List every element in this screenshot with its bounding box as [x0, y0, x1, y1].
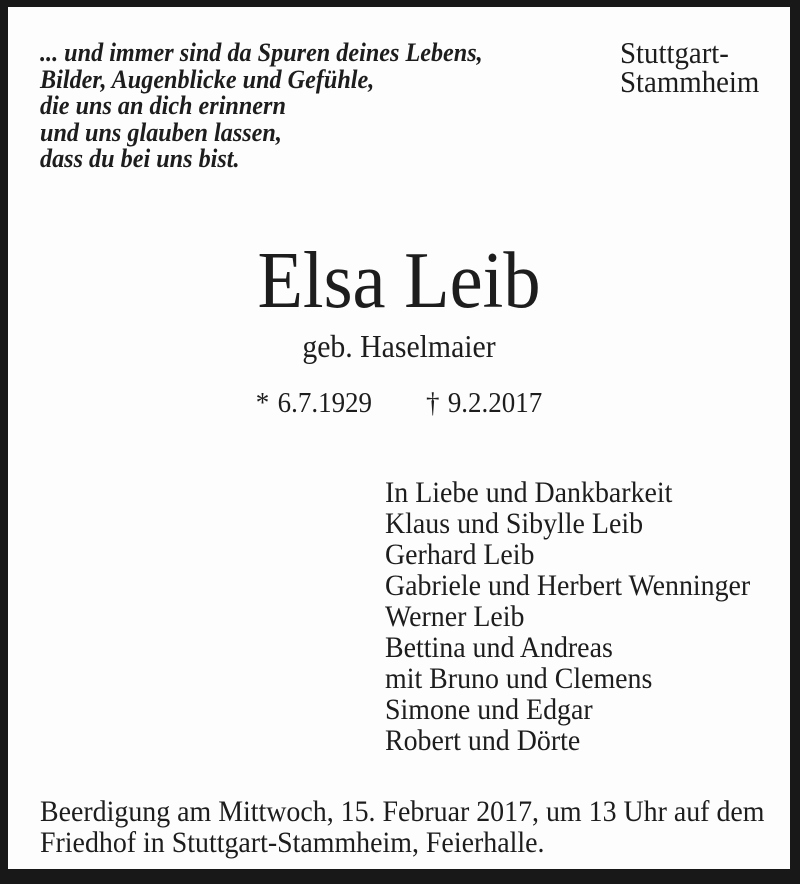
mourners-line: Gerhard Leib [385, 538, 535, 571]
birth-date-value: 6.7.1929 [277, 387, 373, 419]
death-date-value: 9.2.2017 [447, 387, 543, 419]
epigraph-line: die uns an dich erinnern [40, 91, 286, 120]
death-date [426, 389, 542, 418]
mourners-line: mit Bruno und Clemens [385, 662, 653, 695]
mourners-line: Bettina und Andreas [385, 631, 613, 664]
birth-date [256, 389, 372, 418]
born-star-icon: * [255, 387, 270, 419]
mourners-line: Robert und Dörte [385, 724, 581, 757]
maiden-name: geb. Haselmaier [302, 328, 496, 364]
mourners-line: Werner Leib [385, 600, 525, 633]
funeral-info [40, 796, 764, 858]
epigraph-line: dass du bei uns bist. [40, 144, 240, 173]
died-dagger-icon: † [425, 387, 440, 419]
region-line: Stuttgart- [620, 35, 729, 70]
epigraph-verse [40, 40, 483, 173]
mourners-list [385, 477, 750, 756]
mourners-line: In Liebe und Dankbarkeit [385, 476, 673, 509]
funeral-line: Friedhof in Stuttgart-Stammheim, Feierhalle. [40, 826, 545, 859]
epigraph-line: Bilder, Augenblicke und Gefühle, [40, 64, 375, 94]
epigraph-line: ... und immer sind da Spuren deines Lebens, [40, 38, 483, 67]
epigraph-line: und uns glauben lassen, [40, 117, 282, 147]
life-dates [35, 389, 762, 418]
deceased-name: Elsa Leib [257, 237, 541, 325]
mourners-line: Simone und Edgar [385, 693, 593, 726]
mourners-line: Gabriele und Herbert Wenninger [385, 569, 751, 602]
mourners-line: Klaus und Sibylle Leib [385, 507, 644, 540]
region-line: Stammheim [620, 64, 760, 99]
region-label [620, 35, 760, 99]
funeral-line: Beerdigung am Mittwoch, 15. Februar 2017, um 13 Uhr auf dem [40, 795, 765, 828]
